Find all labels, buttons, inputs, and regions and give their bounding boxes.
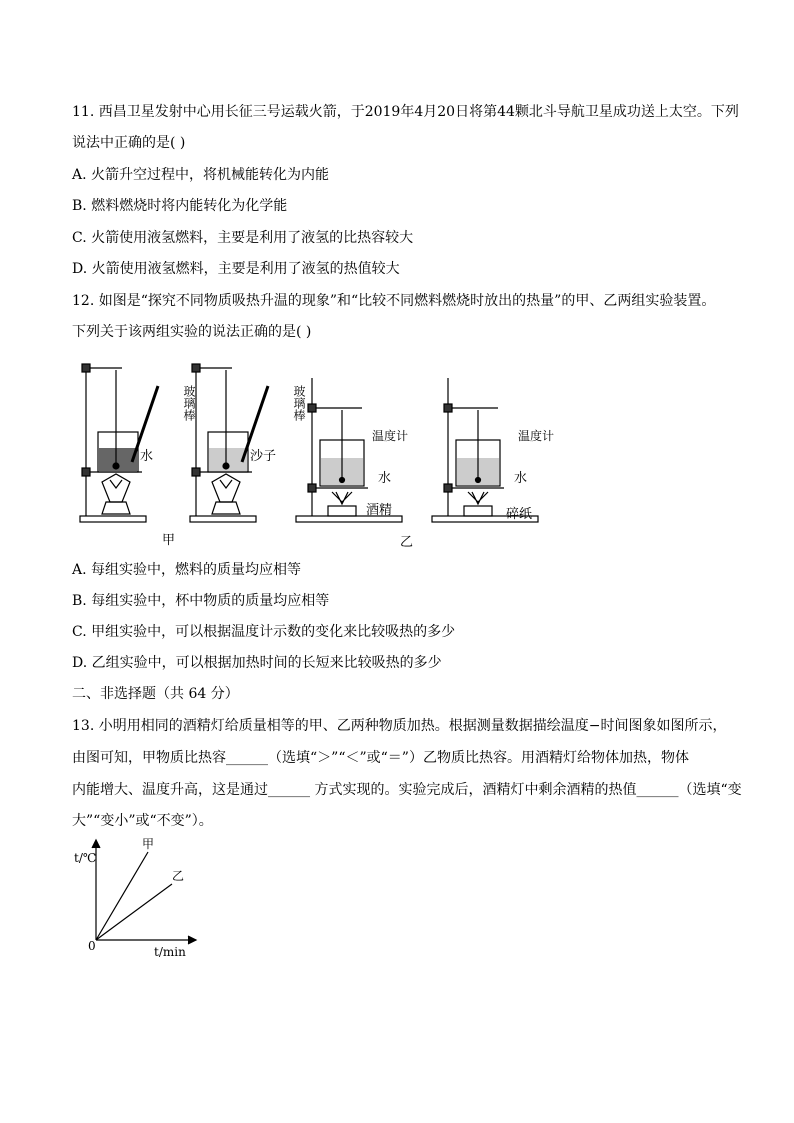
q11-stem-line2: 说法中正确的是( )	[72, 135, 186, 151]
line-jia	[96, 852, 148, 940]
label-water-1: 水	[140, 449, 154, 464]
q11-option-d: D. 火箭使用液氢燃料，主要是利用了液氢的热值较大	[72, 261, 400, 277]
x-axis-arrow	[188, 936, 196, 944]
q11-option-a: A. 火箭升空过程中，将机械能转化为内能	[72, 167, 330, 183]
apparatus-yi-paper	[432, 378, 538, 522]
label-yi: 乙	[400, 535, 414, 550]
line-jia-label: 甲	[142, 837, 155, 851]
line-yi	[96, 884, 172, 940]
label-thermometer-1: 温度计	[372, 429, 409, 443]
temperature-time-graph	[72, 832, 212, 962]
label-jia: 甲	[162, 533, 176, 548]
label-rod-2	[270, 384, 306, 421]
q11-stem-line1: 11. 西昌卫星发射中心用长征三号运载火箭，于2019年4月20日将第44颗北斗导航卫星成功送上太空。下列	[72, 104, 739, 120]
experiment-apparatus-figure	[72, 352, 572, 552]
label-water-3: 水	[514, 471, 528, 486]
q13-line4: 大”“变小”或“不变”）。	[72, 813, 213, 829]
q12-stem-line2: 下列关于该两组实验的说法正确的是( )	[72, 324, 312, 340]
section-heading: 二、非选择题（共 64 分）	[72, 686, 239, 702]
label-sand: 沙子	[250, 449, 277, 464]
label-thermometer-2: 温度计	[518, 429, 555, 443]
apparatus-yi-alcohol	[296, 378, 402, 522]
apparatus-jia-water	[80, 364, 158, 522]
q13-line2: 由图可知，甲物质比热容______（选填“＞”“＜”或“＝”）乙物质比热容。用酒精灯给物体加热，物体	[72, 750, 689, 766]
origin-label: 0	[88, 939, 96, 953]
label-rod-1-text: 玻璃棒	[160, 385, 196, 399]
label-alcohol: 酒精	[366, 503, 393, 518]
y-axis-label: t/℃	[74, 851, 97, 865]
q12-stem-line1: 12. 如图是“探究不同物质吸热升温的现象”和“比较不同燃料燃烧时放出的热量”的甲、乙两组实验装置。	[72, 293, 716, 309]
label-paper: 碎纸	[506, 507, 533, 522]
q13-line3: 内能增大、温度升高，这是通过______ 方式实现的。实验完成后，酒精灯中剩余酒精的热值______（选填“变	[72, 782, 742, 798]
q12-option-b: B. 每组实验中，杯中物质的质量均应相等	[72, 593, 330, 609]
label-rod-1	[160, 384, 196, 421]
x-axis-label: t/min	[154, 945, 186, 959]
y-axis-arrow	[92, 840, 100, 848]
q11-option-b: B. 燃料燃烧时将内能转化为化学能	[72, 198, 288, 214]
q11-option-c: C. 火箭使用液氢燃料，主要是利用了液氢的比热容较大	[72, 230, 414, 246]
label-water-2: 水	[378, 471, 392, 486]
q12-option-c: C. 甲组实验中，可以根据温度计示数的变化来比较吸热的多少	[72, 624, 456, 640]
q12-option-a: A. 每组实验中，燃料的质量均应相等	[72, 562, 302, 578]
label-rod-2-text: 玻璃棒	[270, 385, 306, 399]
apparatus-jia-sand	[190, 364, 268, 522]
line-yi-label: 乙	[172, 869, 185, 883]
q13-line1: 13. 小明用相同的酒精灯给质量相等的甲、乙两种物质加热。根据测量数据描绘温度−时间图象如图所示，	[72, 718, 727, 734]
q12-option-d: D. 乙组实验中，可以根据加热时间的长短来比较吸热的多少	[72, 655, 442, 671]
